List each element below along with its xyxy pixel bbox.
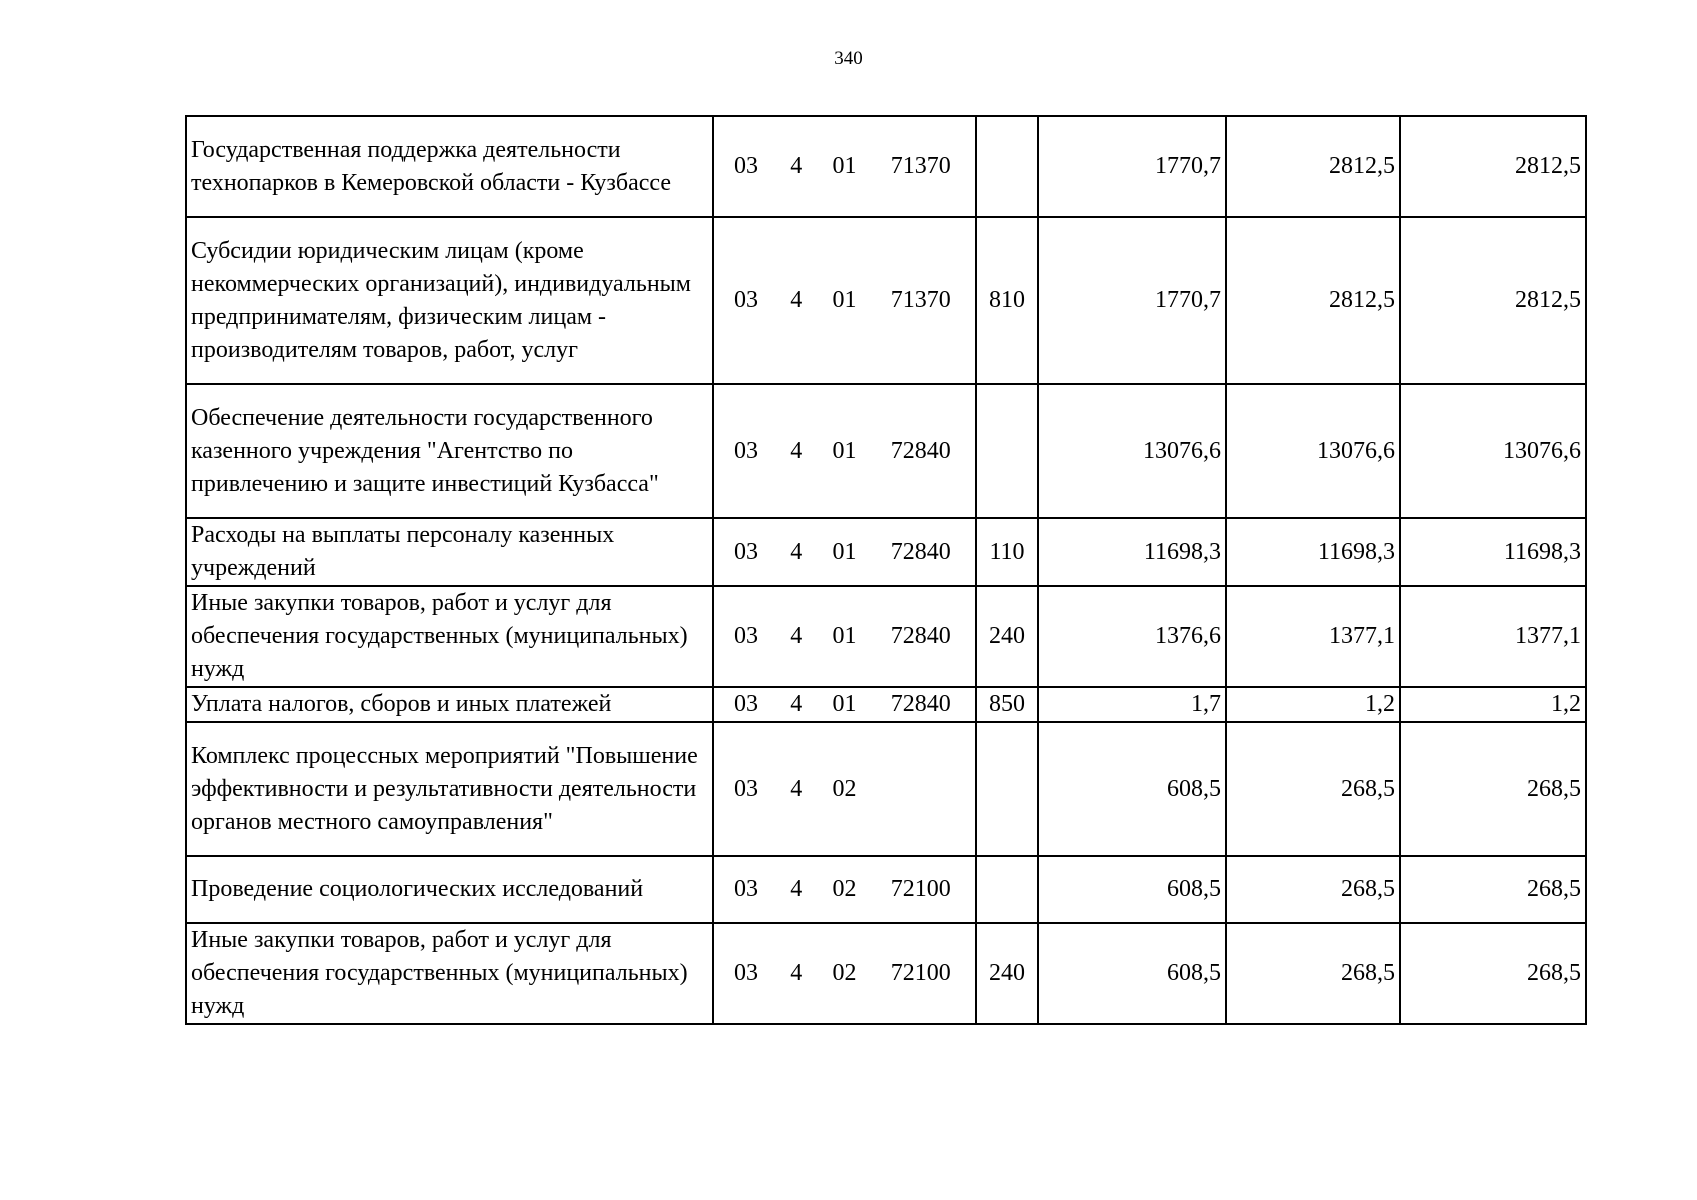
row-description: Расходы на выплаты персоналу казенных учреждений	[186, 518, 713, 586]
program-code: 4	[790, 691, 803, 717]
amount-1: 1770,7	[1038, 116, 1226, 217]
amount-2: 268,5	[1226, 923, 1400, 1024]
expense-type-code: 240	[976, 586, 1038, 687]
amount-2: 268,5	[1226, 722, 1400, 856]
amount-2: 11698,3	[1226, 518, 1400, 586]
amount-3: 268,5	[1400, 856, 1586, 923]
amount-1: 13076,6	[1038, 384, 1226, 518]
table-row	[186, 722, 1586, 856]
section-code: 03	[734, 153, 758, 179]
row-description: Иные закупки товаров, работ и услуг для обеспечения государственных (муниципальных) нужд	[186, 923, 713, 1024]
direction-code: 72100	[890, 876, 951, 902]
section-code: 03	[734, 287, 758, 313]
amount-2: 2812,5	[1226, 217, 1400, 384]
direction-code: 72840	[890, 437, 951, 464]
program-code: 4	[790, 153, 803, 179]
program-code: 4	[790, 437, 803, 464]
program-code: 4	[790, 538, 803, 565]
expense-type-code: 110	[976, 518, 1038, 586]
subprogram-code: 02	[832, 960, 857, 986]
expense-type-code	[976, 384, 1038, 518]
subprogram-code: 02	[832, 775, 857, 802]
expense-type-code: 240	[976, 923, 1038, 1024]
amount-2: 268,5	[1226, 856, 1400, 923]
classification-codes	[713, 923, 976, 1024]
classification-codes	[713, 856, 976, 923]
section-code: 03	[734, 538, 758, 565]
expense-type-code	[976, 116, 1038, 217]
row-description: Государственная поддержка деятельности технопарков в Кемеровской области - Кузбассе	[186, 116, 713, 217]
table-row	[186, 687, 1586, 722]
row-description: Обеспечение деятельности государственного казенного учреждения "Агентство по привлечению и защите инвестиций Кузбасса"	[186, 384, 713, 518]
section-code: 03	[734, 623, 758, 649]
classification-codes	[713, 217, 976, 384]
row-description: Комплекс процессных мероприятий "Повышение эффективности и результативности деятельности органов местного самоуправления"	[186, 722, 713, 856]
amount-3: 1377,1	[1400, 586, 1586, 687]
amount-3: 2812,5	[1400, 116, 1586, 217]
amount-1: 608,5	[1038, 722, 1226, 856]
section-code: 03	[734, 960, 758, 986]
subprogram-code: 01	[832, 691, 857, 717]
amount-3: 1,2	[1400, 687, 1586, 722]
direction-code: 72100	[890, 960, 951, 986]
amount-2: 1,2	[1226, 687, 1400, 722]
subprogram-code: 01	[832, 538, 857, 565]
amount-3: 11698,3	[1400, 518, 1586, 586]
program-code: 4	[790, 623, 803, 649]
direction-code: 71370	[890, 287, 951, 313]
amount-1: 1770,7	[1038, 217, 1226, 384]
direction-code: 71370	[890, 153, 951, 179]
subprogram-code: 01	[832, 287, 857, 313]
section-code: 03	[734, 437, 758, 464]
amount-1: 1,7	[1038, 687, 1226, 722]
amount-1: 11698,3	[1038, 518, 1226, 586]
expense-type-code: 810	[976, 217, 1038, 384]
section-code: 03	[734, 691, 758, 717]
classification-codes	[713, 586, 976, 687]
expense-type-code: 850	[976, 687, 1038, 722]
table-row	[186, 923, 1586, 1024]
section-code: 03	[734, 876, 758, 902]
row-description: Проведение социологических исследований	[186, 856, 713, 923]
subprogram-code: 02	[832, 876, 857, 902]
row-description: Иные закупки товаров, работ и услуг для обеспечения государственных (муниципальных) нужд	[186, 586, 713, 687]
page-number: 340	[834, 48, 863, 69]
classification-codes	[713, 687, 976, 722]
table-row	[186, 384, 1586, 518]
direction-code: 72840	[890, 623, 951, 649]
expense-type-code	[976, 722, 1038, 856]
program-code: 4	[790, 876, 803, 902]
row-description: Уплата налогов, сборов и иных платежей	[186, 687, 713, 722]
direction-code: 72840	[890, 691, 951, 717]
subprogram-code: 01	[832, 153, 857, 179]
table-row	[186, 518, 1586, 586]
budget-table	[185, 115, 1587, 1025]
amount-3: 268,5	[1400, 722, 1586, 856]
classification-codes	[713, 518, 976, 586]
amount-2: 13076,6	[1226, 384, 1400, 518]
amount-2: 2812,5	[1226, 116, 1400, 217]
section-code: 03	[734, 775, 758, 802]
amount-1: 1376,6	[1038, 586, 1226, 687]
program-code: 4	[790, 960, 803, 986]
amount-3: 2812,5	[1400, 217, 1586, 384]
classification-codes	[713, 722, 976, 856]
table-row	[186, 586, 1586, 687]
table-row	[186, 116, 1586, 217]
row-description: Субсидии юридическим лицам (кроме некоммерческих организаций), индивидуальным предпринимателям, физическим лицам - производителям товаров, работ, услуг	[186, 217, 713, 384]
program-code: 4	[790, 287, 803, 313]
classification-codes	[713, 384, 976, 518]
amount-1: 608,5	[1038, 856, 1226, 923]
program-code: 4	[790, 775, 803, 802]
subprogram-code: 01	[832, 437, 857, 464]
subprogram-code: 01	[832, 623, 857, 649]
amount-2: 1377,1	[1226, 586, 1400, 687]
table-row	[186, 856, 1586, 923]
expense-type-code	[976, 856, 1038, 923]
amount-3: 13076,6	[1400, 384, 1586, 518]
amount-3: 268,5	[1400, 923, 1586, 1024]
amount-1: 608,5	[1038, 923, 1226, 1024]
table-row	[186, 217, 1586, 384]
classification-codes	[713, 116, 976, 217]
direction-code: 72840	[890, 538, 951, 565]
